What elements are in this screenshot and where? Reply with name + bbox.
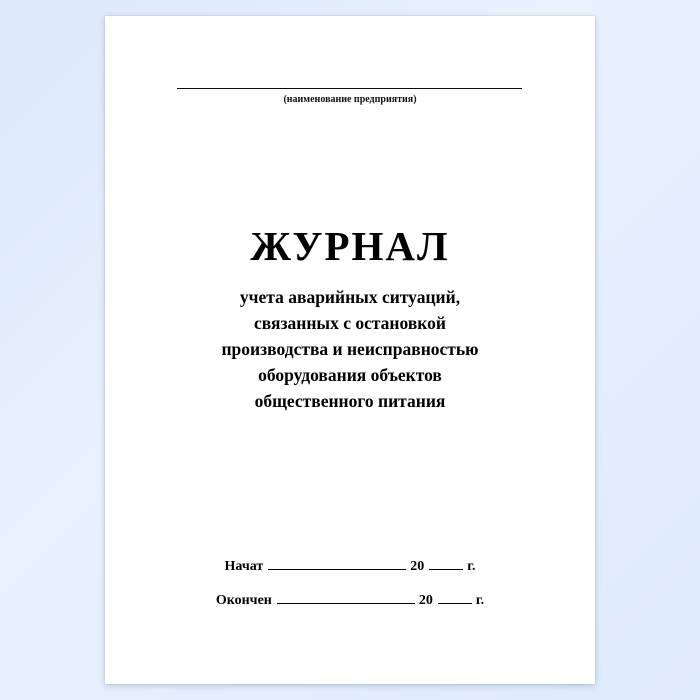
finished-year-input[interactable] bbox=[438, 590, 472, 604]
finished-year-suffix: г. bbox=[475, 593, 485, 608]
document-title: ЖУРНАЛ bbox=[250, 223, 450, 269]
subtitle-line-1: учета аварийных ситуаций, bbox=[239, 287, 461, 307]
started-year-input[interactable] bbox=[429, 556, 463, 570]
subtitle-line-5: общественного питания bbox=[254, 391, 446, 411]
document-subtitle bbox=[145, 284, 555, 414]
document-page bbox=[105, 16, 595, 684]
started-date-input[interactable] bbox=[268, 556, 406, 570]
finished-label: Окончен bbox=[215, 593, 272, 608]
subtitle-line-2: связанных с остановкой bbox=[254, 313, 446, 333]
organization-name-rule bbox=[177, 88, 522, 89]
started-label: Начат bbox=[224, 559, 264, 574]
started-field-row bbox=[105, 556, 595, 575]
started-year-prefix: 20 bbox=[410, 559, 425, 574]
started-year-suffix: г. bbox=[467, 559, 476, 574]
subtitle-line-3: производства и неисправностью bbox=[221, 339, 479, 359]
page-content bbox=[105, 16, 595, 684]
subtitle-line-4: оборудования объектов bbox=[258, 365, 442, 385]
finished-field-row bbox=[105, 590, 595, 609]
finished-year-prefix: 20 bbox=[418, 593, 433, 608]
finished-date-input[interactable] bbox=[277, 590, 415, 604]
organization-name-caption: (наименование предприятия) bbox=[283, 94, 417, 105]
